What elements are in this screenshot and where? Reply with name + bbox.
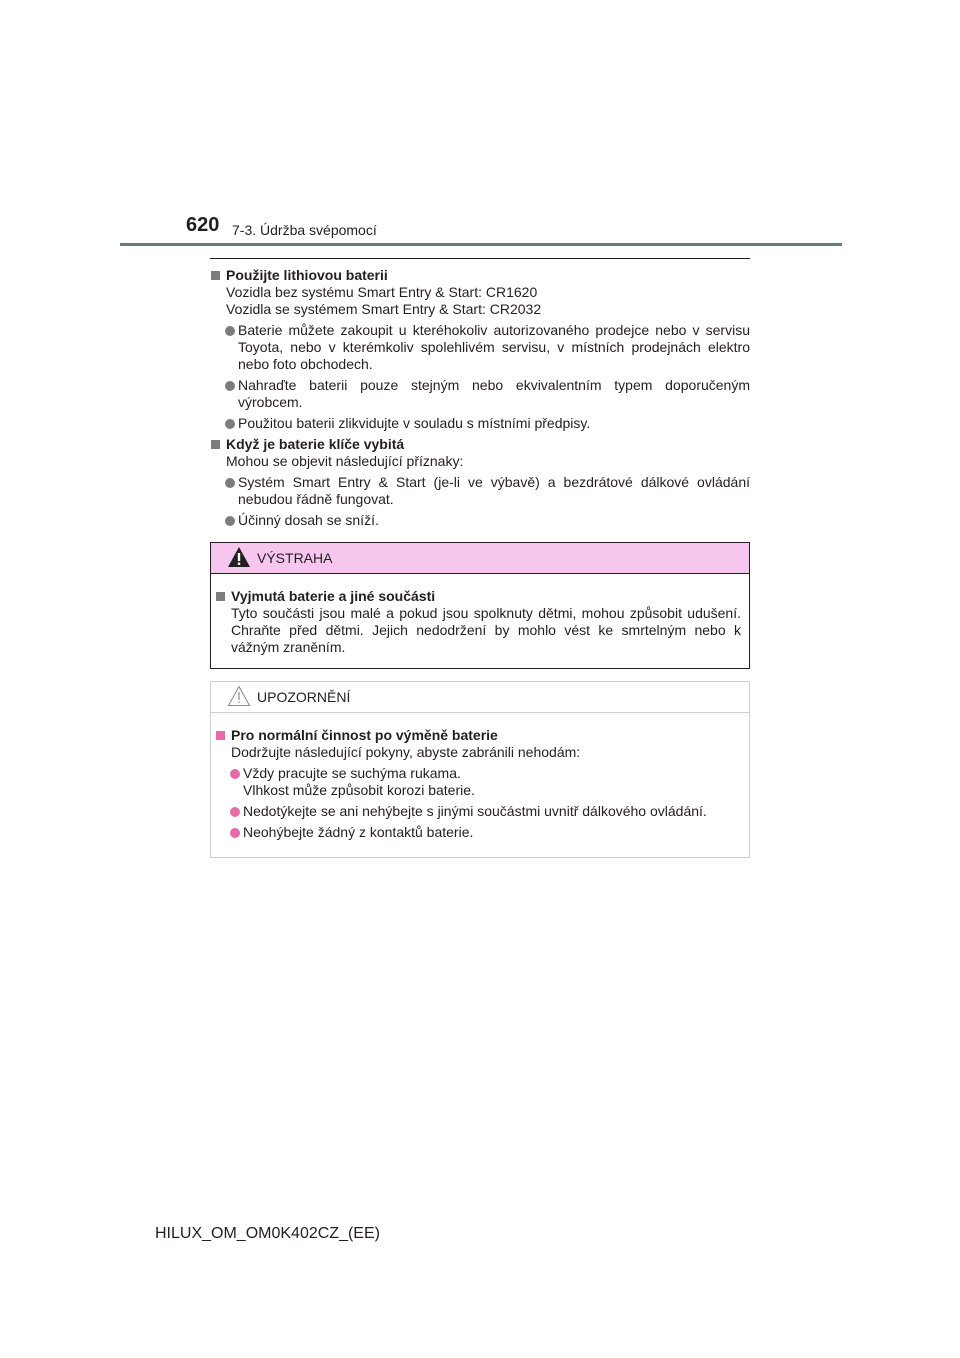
notice-heading [215, 727, 741, 744]
circle-bullet-icon [230, 828, 240, 838]
warning-icon [227, 546, 251, 568]
bullet-item [210, 377, 750, 411]
divider [210, 258, 750, 259]
warning-text: Tyto součásti jsou malé a pokud jsou spolknuty dětmi, mohou způsobit udušení. Chraňte před dětmi. Jejich nedodržení by mohlo vést ke smrtelným nebo k vážným zraněním. [231, 605, 741, 655]
caution-icon [227, 685, 251, 707]
page-number: 620 [186, 214, 220, 236]
warning-box [210, 542, 750, 669]
warning-label: VÝSTRAHA [257, 550, 333, 566]
circle-bullet-icon [225, 381, 235, 391]
square-bullet-icon [216, 592, 225, 601]
bullet-text: Použitou baterii zlikvidujte v souladu s místními předpisy. [238, 415, 591, 431]
warning-body [211, 574, 749, 668]
heading-text: Vyjmutá baterie a jiné součásti [231, 588, 436, 604]
bullet-text: Účinný dosah se sníží. [238, 512, 379, 528]
warning-header [211, 543, 749, 574]
notice-body [211, 713, 749, 857]
section-heading [210, 267, 750, 284]
heading-text: Když je baterie klíče vybitá [226, 436, 405, 452]
square-bullet-icon [211, 440, 220, 449]
notice-box [210, 681, 750, 858]
bullet-text: Nedotýkejte se ani nehýbejte s jinými součástmi uvnitř dálkového ovládání. [243, 803, 707, 819]
circle-bullet-icon [230, 769, 240, 779]
footer-code: HILUX_OM_OM0K402CZ_(EE) [155, 1225, 380, 1242]
bullet-item [210, 512, 750, 529]
bullet-text: Nahraďte baterii pouze stejným nebo ekvivalentním typem doporučeným výrobcem. [238, 377, 750, 410]
bullet-text: Baterie můžete zakoupit u kteréhokoliv autorizovaného prodejce nebo v servisu Toyota, nebo v kterémkoliv spolehlivém servisu, v místních prodejnách elektro nebo foto obchodech. [238, 322, 750, 372]
circle-bullet-icon [225, 478, 235, 488]
paragraph-line: Vozidla bez systému Smart Entry & Start: CR1620 [226, 284, 538, 300]
bullet-text: Vždy pracujte se suchýma rukama. [243, 765, 461, 781]
circle-bullet-icon [225, 419, 235, 429]
square-bullet-icon [216, 731, 225, 740]
square-bullet-icon [211, 271, 220, 280]
bullet-item [210, 474, 750, 508]
notice-intro: Dodržujte následující pokyny, abyste zabránili nehodám: [231, 744, 581, 760]
circle-bullet-icon [225, 326, 235, 336]
paragraph-line: Mohou se objevit následující příznaky: [226, 453, 464, 469]
heading-text: Použijte lithiovou baterii [226, 267, 388, 283]
page-content [210, 258, 750, 858]
circle-bullet-icon [230, 807, 240, 817]
bullet-subtext: Vlhkost může způsobit korozi baterie. [243, 782, 475, 798]
heading-text: Pro normální činnost po výměně baterie [231, 727, 498, 743]
section-title: 7-3. Údržba svépomocí [232, 222, 377, 238]
header-rule [120, 243, 842, 246]
bullet-text: Neohýbejte žádný z kontaktů baterie. [243, 824, 474, 840]
bullet-item [215, 803, 741, 820]
bullet-item [215, 824, 741, 841]
bullet-item [210, 322, 750, 373]
notice-header [211, 682, 749, 713]
notice-label: UPOZORNĚNÍ [257, 689, 351, 705]
section-heading [210, 436, 750, 453]
paragraph-line: Vozidla se systémem Smart Entry & Start: CR2032 [226, 301, 542, 317]
bullet-item [215, 765, 741, 799]
warning-heading [215, 588, 741, 605]
bullet-text: Systém Smart Entry & Start (je-li ve výbavě) a bezdrátové dálkové ovládání nebudou řádně fungovat. [238, 474, 750, 507]
bullet-item [210, 415, 750, 432]
circle-bullet-icon [225, 516, 235, 526]
